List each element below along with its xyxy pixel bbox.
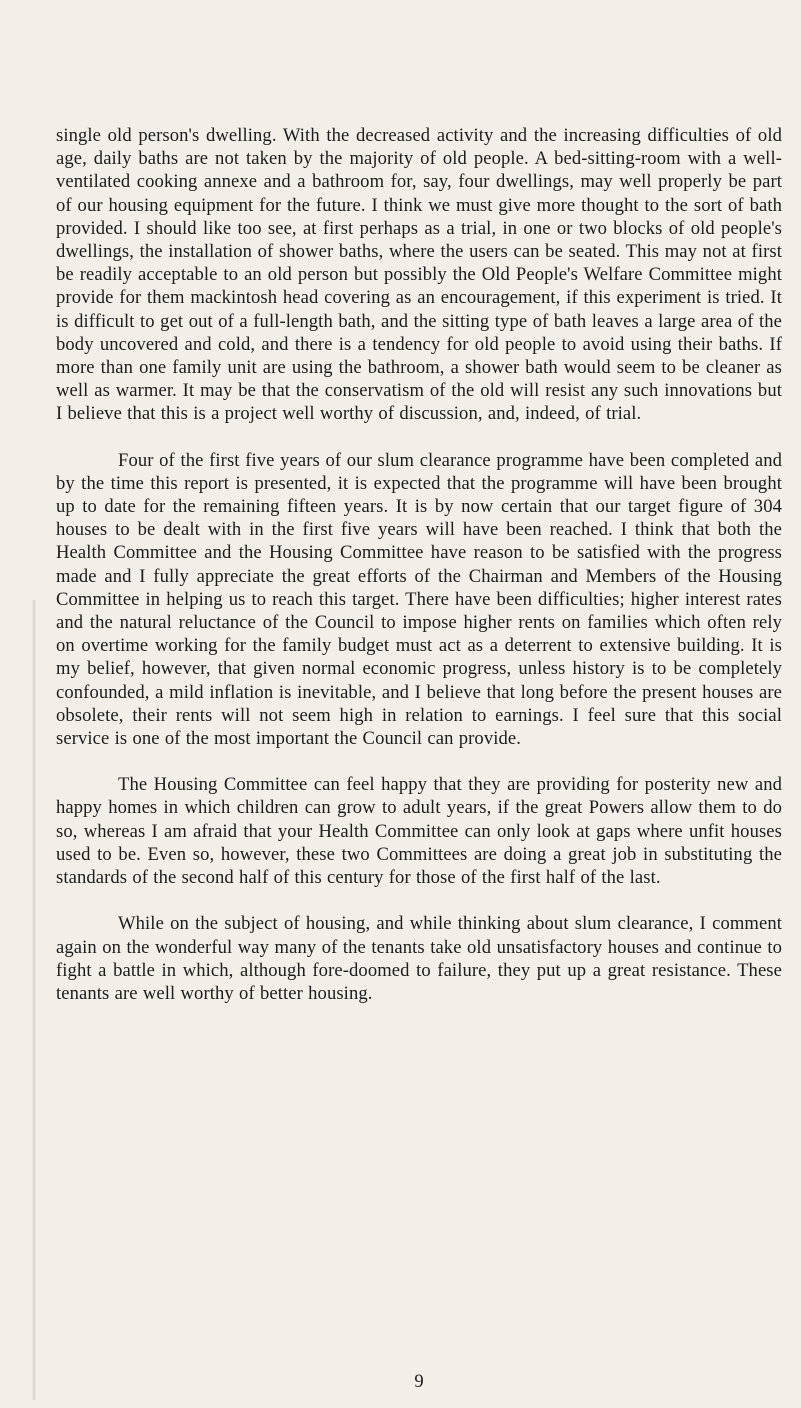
page-edge-shadow [32, 600, 36, 1400]
page-number: 9 [414, 1371, 424, 1392]
paragraph-housing-committee: The Housing Committee can feel happy that they are providing for posterity new and happy homes in which children can grow to adult years, if the great Powers allow them to do so, whereas I am afraid that your Health Committee can only look at gaps where unfit houses used to be. Even so, however, these two Committees are doing a great job in substituting the standards of the second half of this century for those of the first half of the last. [56, 774, 782, 889]
document-page [56, 124, 782, 1392]
paragraph-gap [56, 426, 782, 449]
paragraph-tenants: While on the subject of housing, and while thinking about slum clearance, I comment again on the wonderful way many of the tenants take old unsatisfactory houses and continue to fight a battle in which, although fore-doomed to failure, they put up a great resistance. These tenants are well worthy of better housing. [56, 913, 782, 1004]
paragraph-gap [56, 750, 782, 773]
paragraph-continued: single old person's dwelling. With the decreased activity and the increasing difficulties of old age, daily baths are not taken by the majority of old people. A bed-sitting-room with a well-ventilated cooking annexe and a bathroom for, say, four dwellings, may well properly be part of our housing equipment for the future. I think we must give more thought to the sort of bath provided. I should like too see, at first perhaps as a trial, in one or two blocks of old people's dwellings, the installation of shower baths, where the users can be seated. This may not at first be readily acceptable to an old person but possibly the Old People's Welfare Committee might provide for them mackintosh head covering as an encouragement, if this experiment is tried. It is difficult to get out of a full-length bath, and the sitting type of bath leaves a large area of the body uncovered and cold, and there is a tendency for old people to avoid using their baths. If more than one family unit are using the bathroom, a shower bath would seem to be cleaner as well as warmer. It may be that the conservatism of the old will resist any such innovations but I believe that this is a project well worthy of discussion, and, indeed, of trial. [56, 125, 782, 425]
paragraph-gap [56, 889, 782, 912]
paragraph-slum-clearance: Four of the first five years of our slum clearance programme have been completed and by the time this report is presented, it is expected that the programme will have been brought up to date for the remaining fifteen years. It is by now certain that our target figure of 304 houses to be dealt with in the first five years will have been reached. I think that both the Health Committee and the Housing Committee have reason to be satisfied with the progress made and I fully appreciate the great efforts of the Chairman and Members of the Housing Committee in helping us to reach this target. There have been difficulties; higher interest rates and the natural reluctance of the Council to impose higher rents on families which often rely on overtime working for the family budget must act as a deterrent to extensive building. It is my belief, however, that given normal economic progress, unless history is to be completely confounded, a mild inflation is inevitable, and I believe that long before the present houses are obsolete, their rents will not seem high in relation to earnings. I feel sure that this social service is one of the most important the Council can provide. [56, 449, 782, 750]
